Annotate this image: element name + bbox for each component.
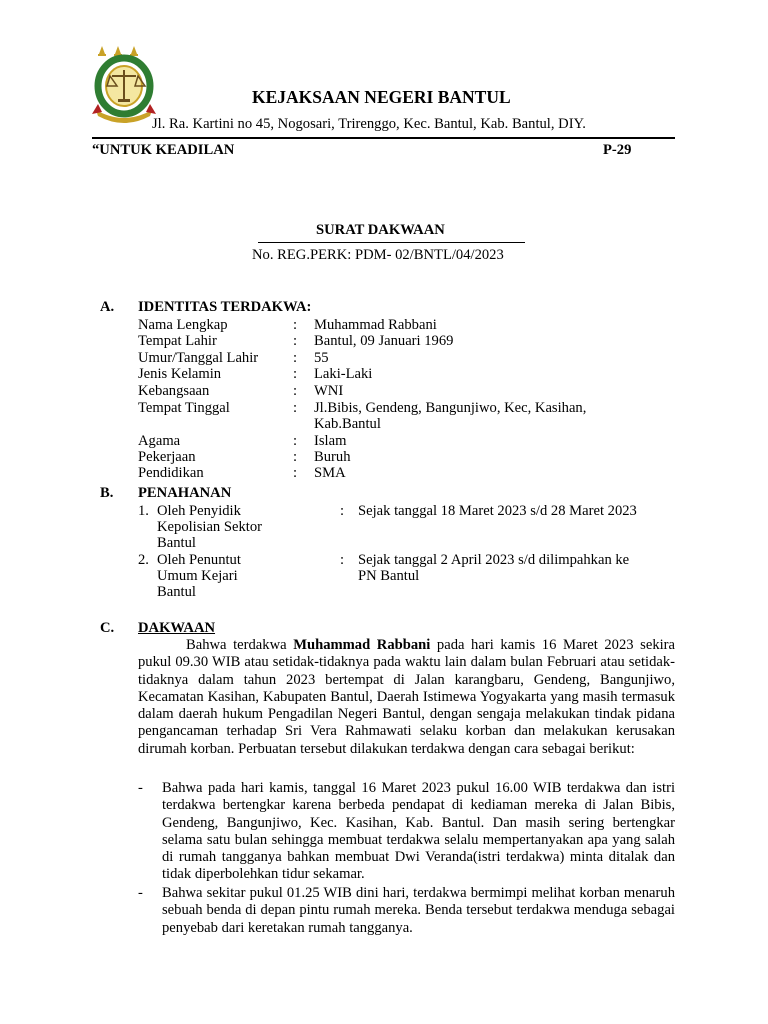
identity-label: Pekerjaan [138,449,196,465]
detention-authority: Oleh Penyidik [157,503,241,519]
detention-authority: Kepolisian Sektor [157,519,262,535]
identity-row [0,465,768,482]
identity-value: Bantul, 09 Januari 1969 [314,333,454,349]
identity-separator: : [293,350,298,366]
identity-value: SMA [314,465,346,481]
bullet-mark: - [138,780,143,796]
kejaksaan-emblem-icon [88,44,160,124]
identity-label: Jenis Kelamin [138,366,222,382]
detention-authority: Bantul [157,535,196,551]
identity-row [0,317,768,334]
identity-separator: : [293,400,298,416]
identity-label: Pendidikan [138,465,204,481]
title-underline [258,242,525,243]
detention-period: Sejak tanggal 18 Maret 2023 s/d 28 Maret 2023 [358,503,637,519]
indictment-bullet: Bahwa sekitar pukul 01.25 WIB dini hari, terdakwa bermimpi melihat korban menaruh sebuah benda di depan pintu rumah mereka. Benda tersebut terdakwa menduga sebagai penyebab dari keretakan rumah tangganya. [162,885,675,936]
identity-value-continued: Kab.Bantul [314,416,381,432]
identity-separator: : [293,383,298,399]
identity-label: Tempat Tinggal [138,400,230,416]
intro-text: pada hari kamis 16 Maret 2023 sekira pukul 09.30 WIB atau setidak-tidaknya pada waktu lain dalam bulan Februari atau setidak-tidaknya dalam tahun 2023 bertempat di Jalan karangbaru, Gendeng, Bangunjiwo, Kecamatan Kasihan, Kabupaten Bantul, Daerah Istimewa Yogyakarta yang masih termasuk dalam daerah hukum Pengadilan Negeri Bantul, dengan sengaja melakukan tindak pidana pengancaman terhadap Sri Vera Rahmawati selaku korban dan melakukan kerusakan dirumah korban. Perbuatan tersebut dilakukan terdakwa dengan cara sebagai berikut: [138,637,676,757]
detention-separator: : [340,503,345,519]
detention-separator: : [340,552,345,568]
identity-value: Islam [314,433,347,449]
section-a-letter: A. [100,299,115,315]
identity-separator: : [293,433,298,449]
bullet-mark: - [138,885,143,901]
identity-value: Muhammad Rabbani [314,317,437,333]
identity-separator: : [293,465,298,481]
detention-authority: Oleh Penuntut [157,552,241,568]
section-b-heading: PENAHANAN [138,485,232,501]
defendant-name: Muhammad Rabbani [293,637,431,653]
section-c-letter: C. [100,620,115,636]
identity-separator: : [293,449,298,465]
identity-value: Laki-Laki [314,366,373,382]
identity-row [0,366,768,383]
identity-value: 55 [314,350,329,366]
section-c-heading: DAKWAAN [138,620,216,636]
identity-row [0,350,768,367]
intro-text: Bahwa terdakwa [186,637,294,653]
letterhead-rule [92,137,675,139]
indictment-intro [138,637,675,758]
detention-authority: Umum Kejari [157,568,238,584]
identity-value: Jl.Bibis, Gendeng, Bangunjiwo, Kec, Kasihan, [314,400,587,416]
identity-value: Buruh [314,449,351,465]
identity-row [0,400,768,434]
section-a-heading: IDENTITAS TERDAKWA: [138,299,312,315]
detention-authority: Bantul [157,584,196,600]
institution-address: Jl. Ra. Kartini no 45, Nogosari, Trirenggo, Kec. Bantul, Kab. Bantul, DIY. [152,116,586,132]
form-code: P-29 [603,142,632,158]
motto: “UNTUK KEADILAN [92,142,235,158]
identity-label: Agama [138,433,181,449]
identity-row [0,449,768,466]
detention-number: 1. [138,503,149,519]
identity-label: Umur/Tanggal Lahir [138,350,259,366]
section-b-letter: B. [100,485,114,501]
identity-separator: : [293,333,298,349]
identity-row [0,383,768,400]
detention-period: Sejak tanggal 2 April 2023 s/d dilimpahkan ke [358,552,630,568]
identity-label: Tempat Lahir [138,333,217,349]
document-title: SURAT DAKWAAN [316,222,445,238]
detention-number: 2. [138,552,149,568]
identity-separator: : [293,366,298,382]
identity-separator: : [293,317,298,333]
identity-row [0,433,768,450]
identity-label: Nama Lengkap [138,317,228,333]
registration-number: No. REG.PERK: PDM- 02/BNTL/04/2023 [252,247,504,263]
institution-name: KEJAKSAAN NEGERI BANTUL [252,87,511,107]
identity-label: Kebangsaan [138,383,210,399]
identity-value: WNI [314,383,344,399]
identity-row [0,333,768,350]
indictment-bullet: Bahwa pada hari kamis, tanggal 16 Maret 2023 pukul 16.00 WIB terdakwa dan istri terdakwa bertengkar karena berbeda pendapat di kediaman mereka di Jalan Bibis, Gendeng, Bangunjiwo, Kec. Kasihan, Kab. Bantul. Dan masih sering bertengkar selama satu bulan sehingga membuat terdakwa selalu mempertanyakan apa yang salah di rumah tangganya bahkan membuat Dwi Veranda(istri terdakwa) minta ditalak dan tidak diperbolehkan tidur sekamar. [162,780,675,883]
detention-period: PN Bantul [358,568,420,584]
